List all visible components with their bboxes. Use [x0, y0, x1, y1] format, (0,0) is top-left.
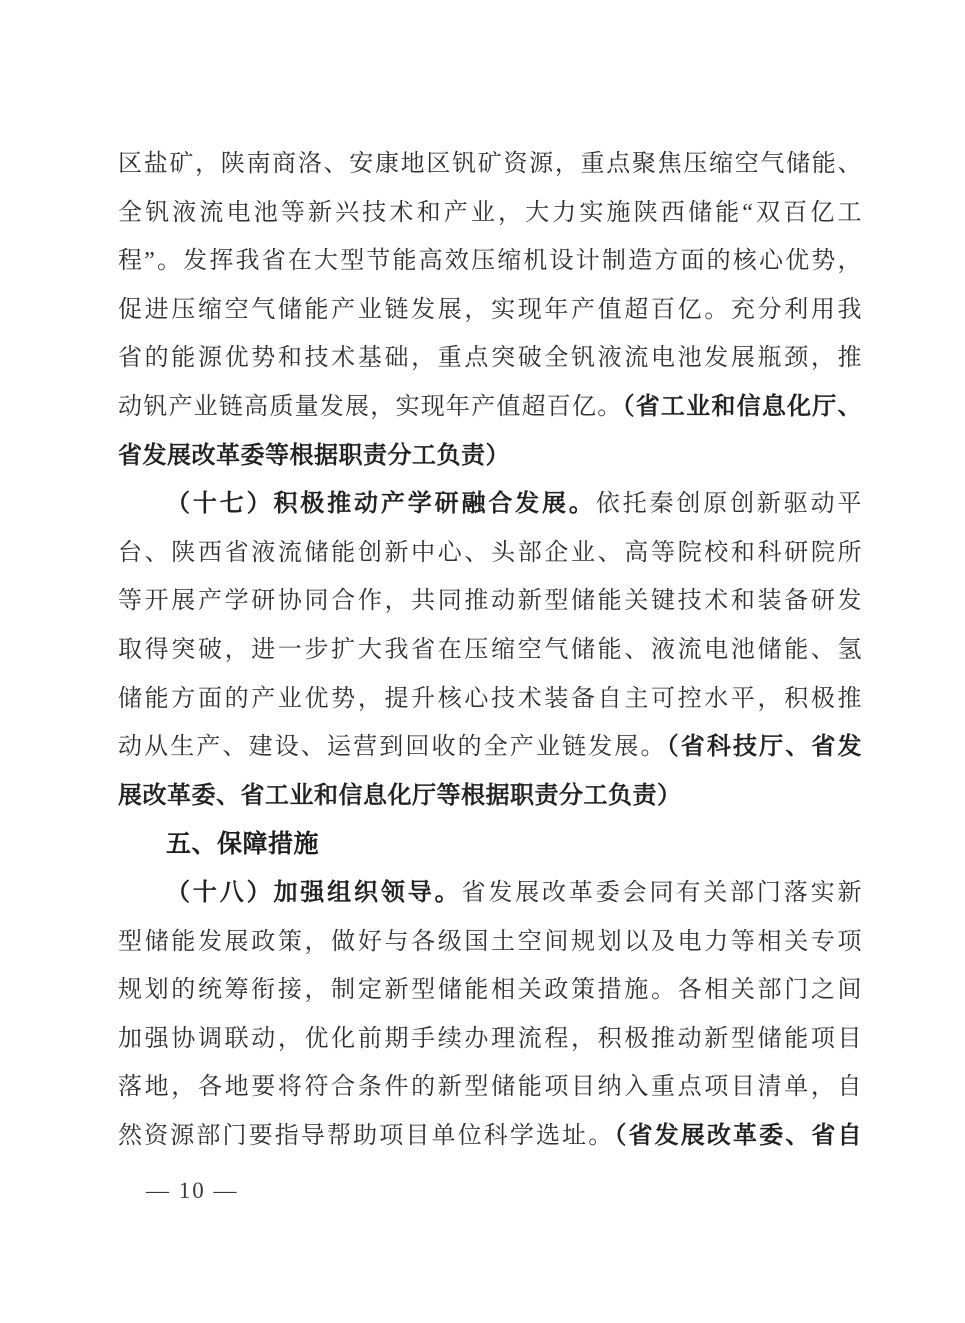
text-line [118, 577, 862, 626]
text-run: 型储能发展政策，做好与各级国土空间规划以及电力等相关专项 [118, 928, 862, 955]
text-run: 五、保障措施 [166, 830, 320, 859]
text-line [118, 1112, 862, 1161]
text-run: 加强协调联动，优化前期手续办理流程，积极推动新型储能项目 [118, 1025, 862, 1052]
text-line [118, 675, 862, 724]
text-run: 落地，各地要将符合条件的新型储能项目纳入重点项目清单，自 [118, 1074, 862, 1101]
text-run: （十七）积极推动产学研融合发展。 [166, 491, 596, 518]
document-body [118, 140, 862, 1160]
text-line [118, 334, 862, 383]
text-run: 动从生产、建设、运营到回收的全产业链发展。 [118, 734, 667, 761]
text-line [118, 1015, 862, 1064]
text-line [118, 237, 862, 286]
text-run: 然资源部门要指导帮助项目单位科学选址。 [118, 1122, 615, 1149]
text-run: 取得突破，进一步扩大我省在压缩空气储能、液流电池储能、氢 [118, 636, 862, 663]
text-line [118, 820, 862, 869]
text-run: 依托秦创原创新驱动平 [595, 491, 863, 518]
text-run: 动钒产业链高质量发展，实现年产值超百亿。 [118, 393, 623, 420]
text-line [118, 529, 862, 578]
text-run: 储能方面的产业优势，提升核心技术装备自主可控水平，积极推 [118, 685, 862, 712]
text-line [118, 383, 862, 432]
text-run: 台、陕西省液流储能创新中心、头部企业、高等院校和科研院所 [118, 539, 862, 566]
text-line [118, 869, 862, 918]
text-run: （十八）加强组织领导。 [166, 879, 462, 906]
text-run: 全钒液流电池等新兴技术和产业，大力实施陕西储能“双百亿工 [118, 199, 862, 226]
text-line [118, 723, 862, 772]
text-line [118, 966, 862, 1015]
text-run: 规划的统筹衔接，制定新型储能相关政策措施。各相关部门之间 [118, 977, 862, 1004]
text-run: （省科技厅、省发 [666, 734, 862, 761]
page-number: — 10 — [146, 1178, 239, 1203]
text-run: 等开展产学研协同合作，共同推动新型储能关键技术和装备研发 [118, 588, 862, 615]
text-line [118, 286, 862, 335]
text-line [118, 772, 862, 821]
text-run: 省发展改革委会同有关部门落实新 [461, 879, 863, 906]
text-run: 省发展改革委等根据职责分工负责） [118, 442, 510, 469]
text-line [118, 480, 862, 529]
text-run: 区盐矿，陕南商洛、安康地区钒矿资源，重点聚焦压缩空气储能、 [118, 151, 862, 177]
text-line [118, 140, 862, 189]
text-line [118, 1063, 862, 1112]
text-run: （省工业和信息化厅、 [622, 393, 863, 420]
text-run: 程”。发挥我省在大型节能高效压缩机设计制造方面的核心优势， [118, 248, 862, 275]
text-run: 促进压缩空气储能产业链发展，实现年产值超百亿。充分利用我 [118, 296, 862, 323]
text-line [118, 432, 862, 481]
text-line [118, 626, 862, 675]
text-run: 展改革委、省工业和信息化厅等根据职责分工负责） [118, 782, 682, 809]
text-line [118, 189, 862, 238]
text-line [118, 918, 862, 967]
text-run: 省的能源优势和技术基础，重点突破全钒液流电池发展瓶颈，推 [118, 345, 862, 372]
text-run: （省发展改革委、省自 [614, 1122, 862, 1149]
